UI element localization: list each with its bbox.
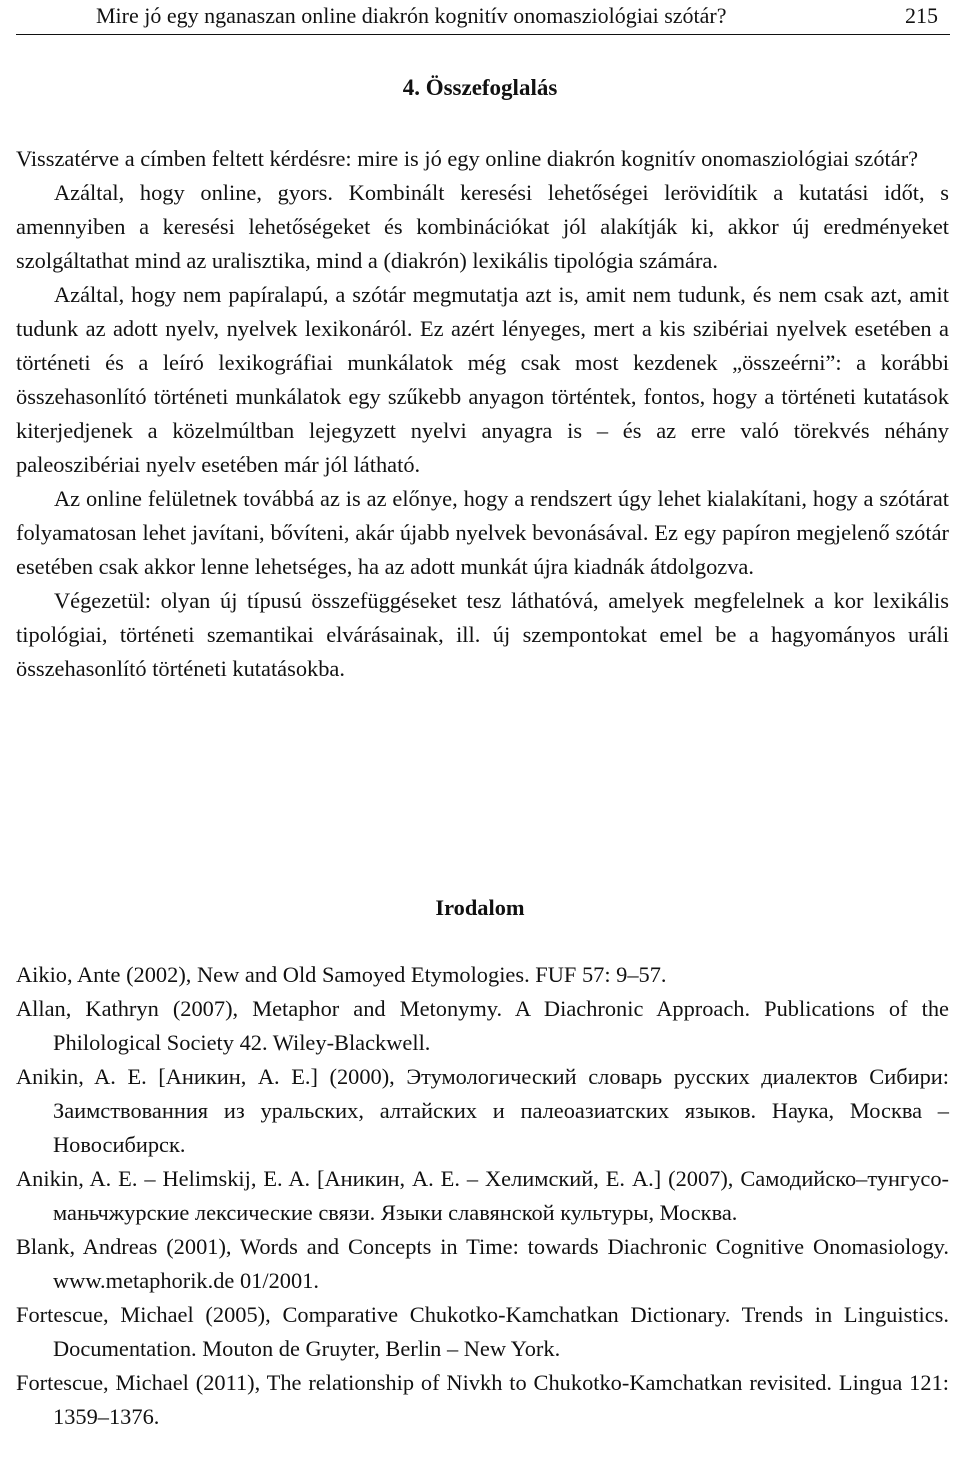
reference-item: Allan, Kathryn (2007), Metaphor and Metonymy. A Diachronic Approach. Publications of the Philological Society 42. Wiley-Blackwell. (16, 996, 949, 1055)
paragraph: Azáltal, hogy nem papíralapú, a szótár megmutatja azt is, amit nem tudunk, és nem csak azt, amit tudunk az adott nyelv, nyelvek lexikonáról. Ez azért lényeges, mert a kis szibériai nyelvek esetében a történeti és a leíró lexikográfiai munkálatok még csak most kezdenek „összeérni”: a korábbi összehasonlító történeti munkálatok egy szűkebb anyagon történtek, fontos, hogy a történeti kutatások kiterjedjenek a közelmúltban lejegyzett nyelvi anyagra is – és az erre való törekvés néhány paleoszibériai nyelv esetében már jól látható. (16, 282, 949, 477)
page-number: 215 (905, 3, 938, 28)
reference-item: Fortescue, Michael (2005), Comparative Chukotko-Kamchatkan Dictionary. Trends in Linguistics. Documentation. Mouton de Gruyter, Berlin – New York. (16, 1302, 949, 1361)
reference-item: Blank, Andreas (2001), Words and Concepts in Time: towards Diachronic Cognitive Onomasiology. www.metaphorik.de 01/2001. (16, 1234, 949, 1293)
reference-item: Aikio, Ante (2002), New and Old Samoyed Etymologies. FUF 57: 9–57. (16, 962, 667, 987)
body-text (16, 142, 949, 686)
paragraph: Végezetül: olyan új típusú összefüggéseket tesz láthatóvá, amelyek megfelelnek a kor lexikális tipológiai, történeti szemantikai elvárásainak, ill. új szempontokat emel be a hagyományos uráli összehasonlító történeti kutatásokba. (16, 588, 949, 681)
running-header (16, 2, 950, 35)
references-list (16, 958, 949, 1434)
section-heading: 4. Összefoglalás (402, 75, 558, 100)
paragraph: Visszatérve a címben feltett kérdésre: mire is jó egy online diakrón kognitív onomasziológiai szótár? (16, 146, 919, 171)
references-heading: Irodalom (435, 895, 525, 920)
reference-item: Anikin, A. E. – Helimskij, E. A. [Аникин, А. Е. – Хелимский, Е. А.] (2007), Самодийско–тунгусо-маньчжурские лексические связи. Языки славянской культуры, Москва. (16, 1166, 949, 1225)
paragraph: Azáltal, hogy online, gyors. Kombinált keresési lehetőségei lerövidítik a kutatási időt, s amennyiben a keresési lehetőségeket és kombinációkat jól alakítják ki, akkor új eredményeket szolgáltathat mind az uralisztika, mind a (diakrón) lexikális tipológia számára. (16, 180, 949, 273)
reference-item: Fortescue, Michael (2011), The relationship of Nivkh to Chukotko-Kamchatkan revisited. Lingua 121: 1359–1376. (16, 1370, 949, 1429)
reference-item: Anikin, A. E. [Аникин, А. Е.] (2000), Этумологический словарь русских диалектов Сибири: Заимствованния из уральских, алтайских и палеоазиатских языков. Наука, Москва – Новосибирск. (16, 1064, 949, 1157)
running-title: Mire jó egy nganaszan online diakrón kognitív onomasziológiai szótár? (96, 3, 727, 28)
paragraph: Az online felületnek továbbá az is az előnye, hogy a rendszert úgy lehet kialakítani, hogy a szótárat folyamatosan lehet javítani, bővíteni, akár újabb nyelvek bevonásával. Ez egy papíron megjelenő szótár esetében csak akkor lenne lehetséges, ha az adott munkát újra kiadnák átdolgozva. (16, 486, 949, 579)
